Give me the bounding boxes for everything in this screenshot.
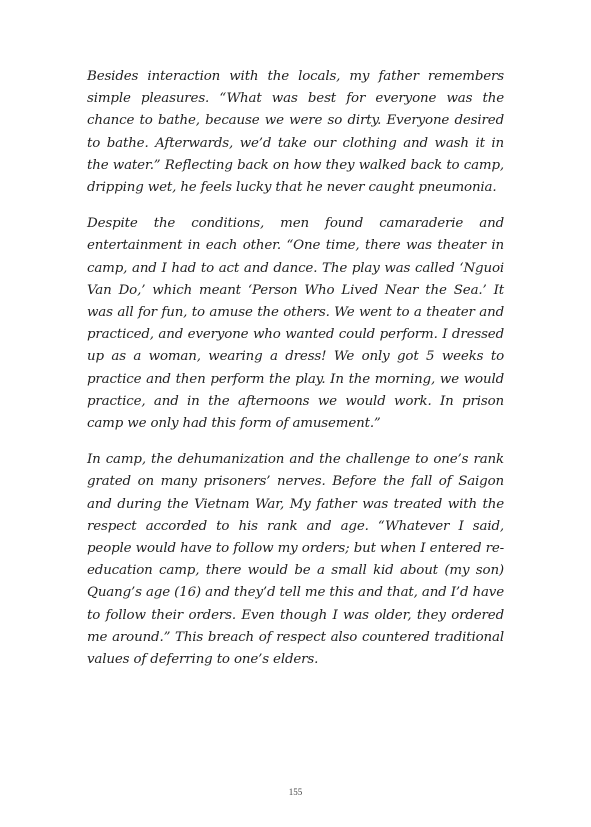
body-text (87, 66, 504, 685)
page-number: 155 (288, 787, 303, 797)
paragraph-bathing: Besides interaction with the locals, my father remembers simple pleasures. “What was best for everyone was the chance to bathe, because we were so dirty. Everyone desired to bathe. Afterwards, we’d take our clothing and wash it in the water.” Reflecting back on how they walked back to camp, dripping wet, he feels lucky that he never caught pneumonia. (87, 69, 504, 196)
paragraph-rank: In camp, the dehumanization and the challenge to one’s rank grated on many prisoners’ nerves. Before the fall of Saigon and during the Vietnam War, My father was treated with the respect accorded to his rank and age. “Whatever I said, people would have to follow my orders; but when I entered re-education camp, there would be a small kid about (my son) Quang’s age (16) and they’d tell me this and that, and I’d have to follow their orders. Even though I was older, they ordered me around.” This breach of respect also countered traditional values of deferring to one’s elders. (87, 452, 504, 668)
paragraph-theater: Despite the conditions, men found camaraderie and entertainment in each other. “One time, there was theater in camp, and I had to act and dance. The play was called ‘Nguoi Van Do,’ which meant ‘Person Who Lived Near the Sea.’ It was all for fun, to amuse the others. We went to a theater and practiced, and everyone who wanted could perform. I dressed up as a woman, wearing a dress! We only got 5 weeks to practice and then perform the play. In the morning, we would practice, and in the afternoons we would work. In prison camp we only had this form of amusement.” (87, 216, 504, 432)
